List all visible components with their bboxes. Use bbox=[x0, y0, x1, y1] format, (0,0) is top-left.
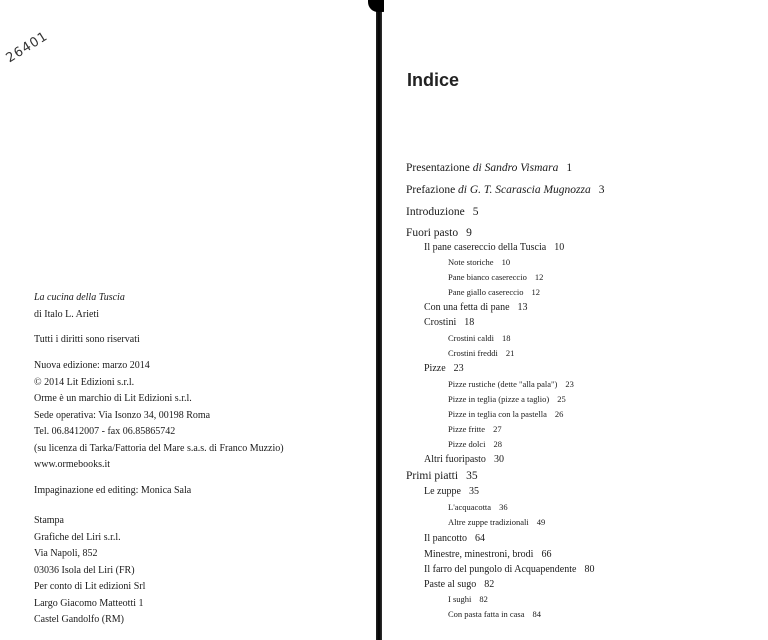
toc-entry-title bbox=[448, 348, 498, 358]
toc-entry-page-number: 12 bbox=[534, 272, 544, 282]
toc-entry-title bbox=[424, 302, 510, 313]
printer-name: Grafiche del Liri s.r.l. bbox=[34, 531, 121, 543]
toc-entry bbox=[406, 470, 478, 482]
toc-entry bbox=[448, 517, 545, 527]
book-spine bbox=[376, 0, 382, 640]
toc-entry-page-number: 18 bbox=[502, 333, 511, 343]
toc-entry-title-text: Crostini freddi bbox=[448, 348, 498, 358]
toc-entry bbox=[424, 317, 474, 328]
toc-entry bbox=[424, 486, 479, 497]
toc-entry-title bbox=[448, 439, 486, 449]
toc-entry-title-text: Pizze in teglia con la pastella bbox=[448, 409, 547, 419]
toc-entry-title bbox=[448, 287, 524, 297]
toc-entry-title-text: Pizze rustiche (dette "alla pala") bbox=[448, 379, 558, 389]
client-city: Castel Gandolfo (RM) bbox=[34, 614, 124, 625]
left-page bbox=[0, 0, 378, 640]
toc-entry bbox=[448, 439, 502, 449]
toc-entry-title-text: Pizze dolci bbox=[448, 439, 486, 449]
printer-city: 03036 Isola del Liri (FR) bbox=[34, 564, 135, 576]
toc-entry-title bbox=[406, 184, 591, 196]
toc-entry-title bbox=[424, 564, 576, 575]
toc-entry-title-text: Pizze in teglia (pizze a taglio) bbox=[448, 394, 550, 404]
toc-entry-page-number: 35 bbox=[468, 486, 479, 497]
toc-entry-title bbox=[448, 609, 524, 619]
toc-entry bbox=[448, 272, 543, 282]
toc-entry-title-text: Pane bianco casereccio bbox=[448, 272, 527, 282]
toc-entry-title bbox=[424, 317, 456, 328]
toc-entry-title bbox=[406, 162, 558, 174]
toc-entry-title-text: Altri fuoripasto bbox=[424, 454, 486, 465]
toc-entry-page-number: 10 bbox=[554, 242, 565, 253]
toc-entry-title-italic: di Sandro Vismara bbox=[472, 162, 559, 174]
toc-entry-title bbox=[448, 424, 485, 434]
toc-entry bbox=[424, 549, 551, 560]
toc-entry-title-text: Il farro del pungolo di Acquapendente bbox=[424, 564, 577, 575]
toc-entry bbox=[448, 348, 514, 358]
toc-entry-title-text: Pizze bbox=[424, 363, 446, 374]
toc-entry-page-number: 49 bbox=[536, 517, 546, 527]
toc-entry-title-text: Introduzione bbox=[406, 206, 465, 218]
colophon-credits bbox=[34, 483, 364, 500]
toc-entry-title-text: Crostini caldi bbox=[448, 333, 495, 343]
colophon-publisher-block bbox=[34, 358, 364, 474]
toc-entry-title-text: Altre zuppe tradizionali bbox=[448, 517, 529, 527]
toc-entry-page-number: 64 bbox=[475, 533, 486, 544]
toc-entry-title-text: Crostini bbox=[424, 317, 457, 328]
toc-entry bbox=[448, 502, 508, 512]
handwritten-note: 26401 bbox=[3, 28, 51, 67]
toc-entry-title bbox=[448, 502, 491, 512]
toc-entry-page-number: 10 bbox=[501, 257, 511, 267]
toc-entry-title bbox=[406, 470, 458, 482]
toc-entry-page-number: 25 bbox=[557, 394, 566, 404]
toc-entry-title bbox=[424, 486, 461, 497]
toc-entry-page-number: 12 bbox=[531, 287, 541, 297]
toc-entry-title bbox=[406, 206, 465, 218]
toc-entry-title-text: Il pane casereccio della Tuscia bbox=[424, 242, 547, 253]
toc-entry-title bbox=[424, 579, 476, 590]
toc-entry-page-number: 1 bbox=[566, 162, 573, 174]
toc-entry bbox=[448, 609, 541, 619]
toc-entry-title-text: Primi piatti bbox=[406, 470, 459, 482]
toc-entry-title bbox=[448, 394, 549, 404]
toc-entry-page-number: 18 bbox=[464, 317, 475, 328]
toc-entry bbox=[424, 579, 494, 590]
website-line: www.ormebooks.it bbox=[34, 459, 111, 470]
toc-entry-title-text: Pane giallo casereccio bbox=[448, 287, 524, 297]
toc-entry bbox=[448, 409, 563, 419]
toc-entry-title bbox=[424, 454, 486, 465]
office-address: Sede operativa: Via Isonzo 34, 00198 Roma bbox=[34, 409, 211, 421]
toc-entry-page-number: 23 bbox=[453, 363, 464, 374]
toc-entry-title-text: Prefazione bbox=[406, 184, 459, 196]
toc-entry-title-italic: di G. T. Scarascia Mugnozza bbox=[458, 184, 591, 196]
toc-entry-page-number: 23 bbox=[565, 379, 574, 389]
toc-entry-page-number: 30 bbox=[493, 454, 504, 465]
rights-notice: Tutti i diritti sono riservati bbox=[34, 334, 140, 345]
toc-entry bbox=[406, 206, 479, 218]
toc-entry-page-number: 3 bbox=[598, 184, 605, 196]
toc-entry-title-text: Fuori pasto bbox=[406, 227, 459, 239]
colophon-title-block bbox=[34, 290, 364, 323]
toc-entry-title-text: Pizze fritte bbox=[448, 424, 486, 434]
toc-entry-title-text: Minestre, minestroni, brodi bbox=[424, 549, 534, 560]
toc-entry bbox=[424, 533, 485, 544]
toc-entry bbox=[448, 287, 540, 297]
toc-entry-title bbox=[448, 379, 557, 389]
toc-entry bbox=[424, 454, 504, 465]
toc-entry bbox=[448, 333, 511, 343]
toc-entry bbox=[448, 594, 488, 604]
toc-entry bbox=[424, 302, 528, 313]
toc-entry-page-number: 35 bbox=[466, 470, 478, 482]
toc-entry-page-number: 5 bbox=[472, 206, 479, 218]
edition-line: Nuova edizione: marzo 2014 bbox=[34, 360, 150, 371]
toc-entry-title bbox=[448, 594, 471, 604]
toc-entry bbox=[448, 379, 574, 389]
toc-entry-page-number: 26 bbox=[554, 409, 564, 419]
toc-entry-page-number: 13 bbox=[517, 302, 528, 313]
toc-entry bbox=[406, 184, 604, 196]
book-title: La cucina della Tuscia bbox=[34, 292, 125, 303]
toc-entry-title bbox=[424, 242, 546, 253]
toc-entry-title-text: Presentazione bbox=[406, 162, 473, 174]
colophon-printer-block bbox=[34, 513, 364, 629]
toc-entry-page-number: 82 bbox=[484, 579, 495, 590]
author-line: di Italo L. Arieti bbox=[34, 308, 99, 320]
toc-entry-title bbox=[406, 227, 458, 239]
toc-entry-page-number: 82 bbox=[479, 594, 488, 604]
copyright-line: © 2014 Lit Edizioni s.r.l. bbox=[34, 376, 135, 388]
phone-line: Tel. 06.8412007 - fax 06.85865742 bbox=[34, 426, 176, 437]
client-name: Per conto di Lit edizioni Srl bbox=[34, 581, 146, 592]
toc-entry-title bbox=[448, 272, 527, 282]
toc-entry-page-number: 84 bbox=[532, 609, 541, 619]
toc-entry-page-number: 21 bbox=[505, 348, 515, 358]
toc-entry-page-number: 9 bbox=[466, 227, 472, 239]
trademark-line: Orme è un marchio di Lit Edizioni s.r.l. bbox=[34, 393, 192, 404]
toc-entry bbox=[448, 394, 566, 404]
toc-entry-page-number: 28 bbox=[493, 439, 503, 449]
toc-entry-title-text: Note storiche bbox=[448, 257, 494, 267]
toc-entry bbox=[424, 564, 594, 575]
toc-entry-title bbox=[448, 333, 494, 343]
printer-street: Via Napoli, 852 bbox=[34, 548, 98, 559]
print-label: Stampa bbox=[34, 515, 64, 526]
toc-entry bbox=[424, 363, 464, 374]
toc-entry-title bbox=[424, 363, 446, 374]
toc-entry-title-text: Paste al sugo bbox=[424, 579, 477, 590]
layout-credit: Impaginazione ed editing: Monica Sala bbox=[34, 485, 192, 496]
toc-entry bbox=[406, 162, 572, 174]
toc-entry-title-text: L'acquacotta bbox=[448, 502, 492, 512]
toc-entry-title-text: Con una fetta di pane bbox=[424, 302, 510, 313]
toc-entry-page-number: 80 bbox=[584, 564, 595, 575]
colophon-rights bbox=[34, 332, 364, 349]
toc-entry bbox=[406, 227, 472, 239]
toc-entry-title-text: Con pasta fatta in casa bbox=[448, 609, 525, 619]
toc-entry bbox=[424, 242, 564, 253]
toc-entry-page-number: 36 bbox=[499, 502, 508, 512]
toc-entry bbox=[448, 257, 510, 267]
toc-entry bbox=[448, 424, 502, 434]
index-heading: Indice bbox=[407, 70, 460, 90]
toc-entry-page-number: 27 bbox=[493, 424, 502, 434]
toc-entry-page-number: 66 bbox=[541, 549, 552, 560]
license-line: (su licenza di Tarka/Fattoria del Mare s.a.s. di Franco Muzzio) bbox=[34, 442, 284, 454]
client-street: Largo Giacomo Matteotti 1 bbox=[34, 597, 144, 609]
toc-entry-title-text: Le zuppe bbox=[424, 486, 461, 497]
toc-entry-title-text: Il pancotto bbox=[424, 533, 468, 544]
toc-entry-title-text: I sughi bbox=[448, 594, 472, 604]
toc-entry-title bbox=[448, 409, 547, 419]
toc-entry-title bbox=[448, 517, 529, 527]
toc-entry-title bbox=[424, 533, 467, 544]
toc-entry-title bbox=[424, 549, 533, 560]
toc-entry-title bbox=[448, 257, 494, 267]
